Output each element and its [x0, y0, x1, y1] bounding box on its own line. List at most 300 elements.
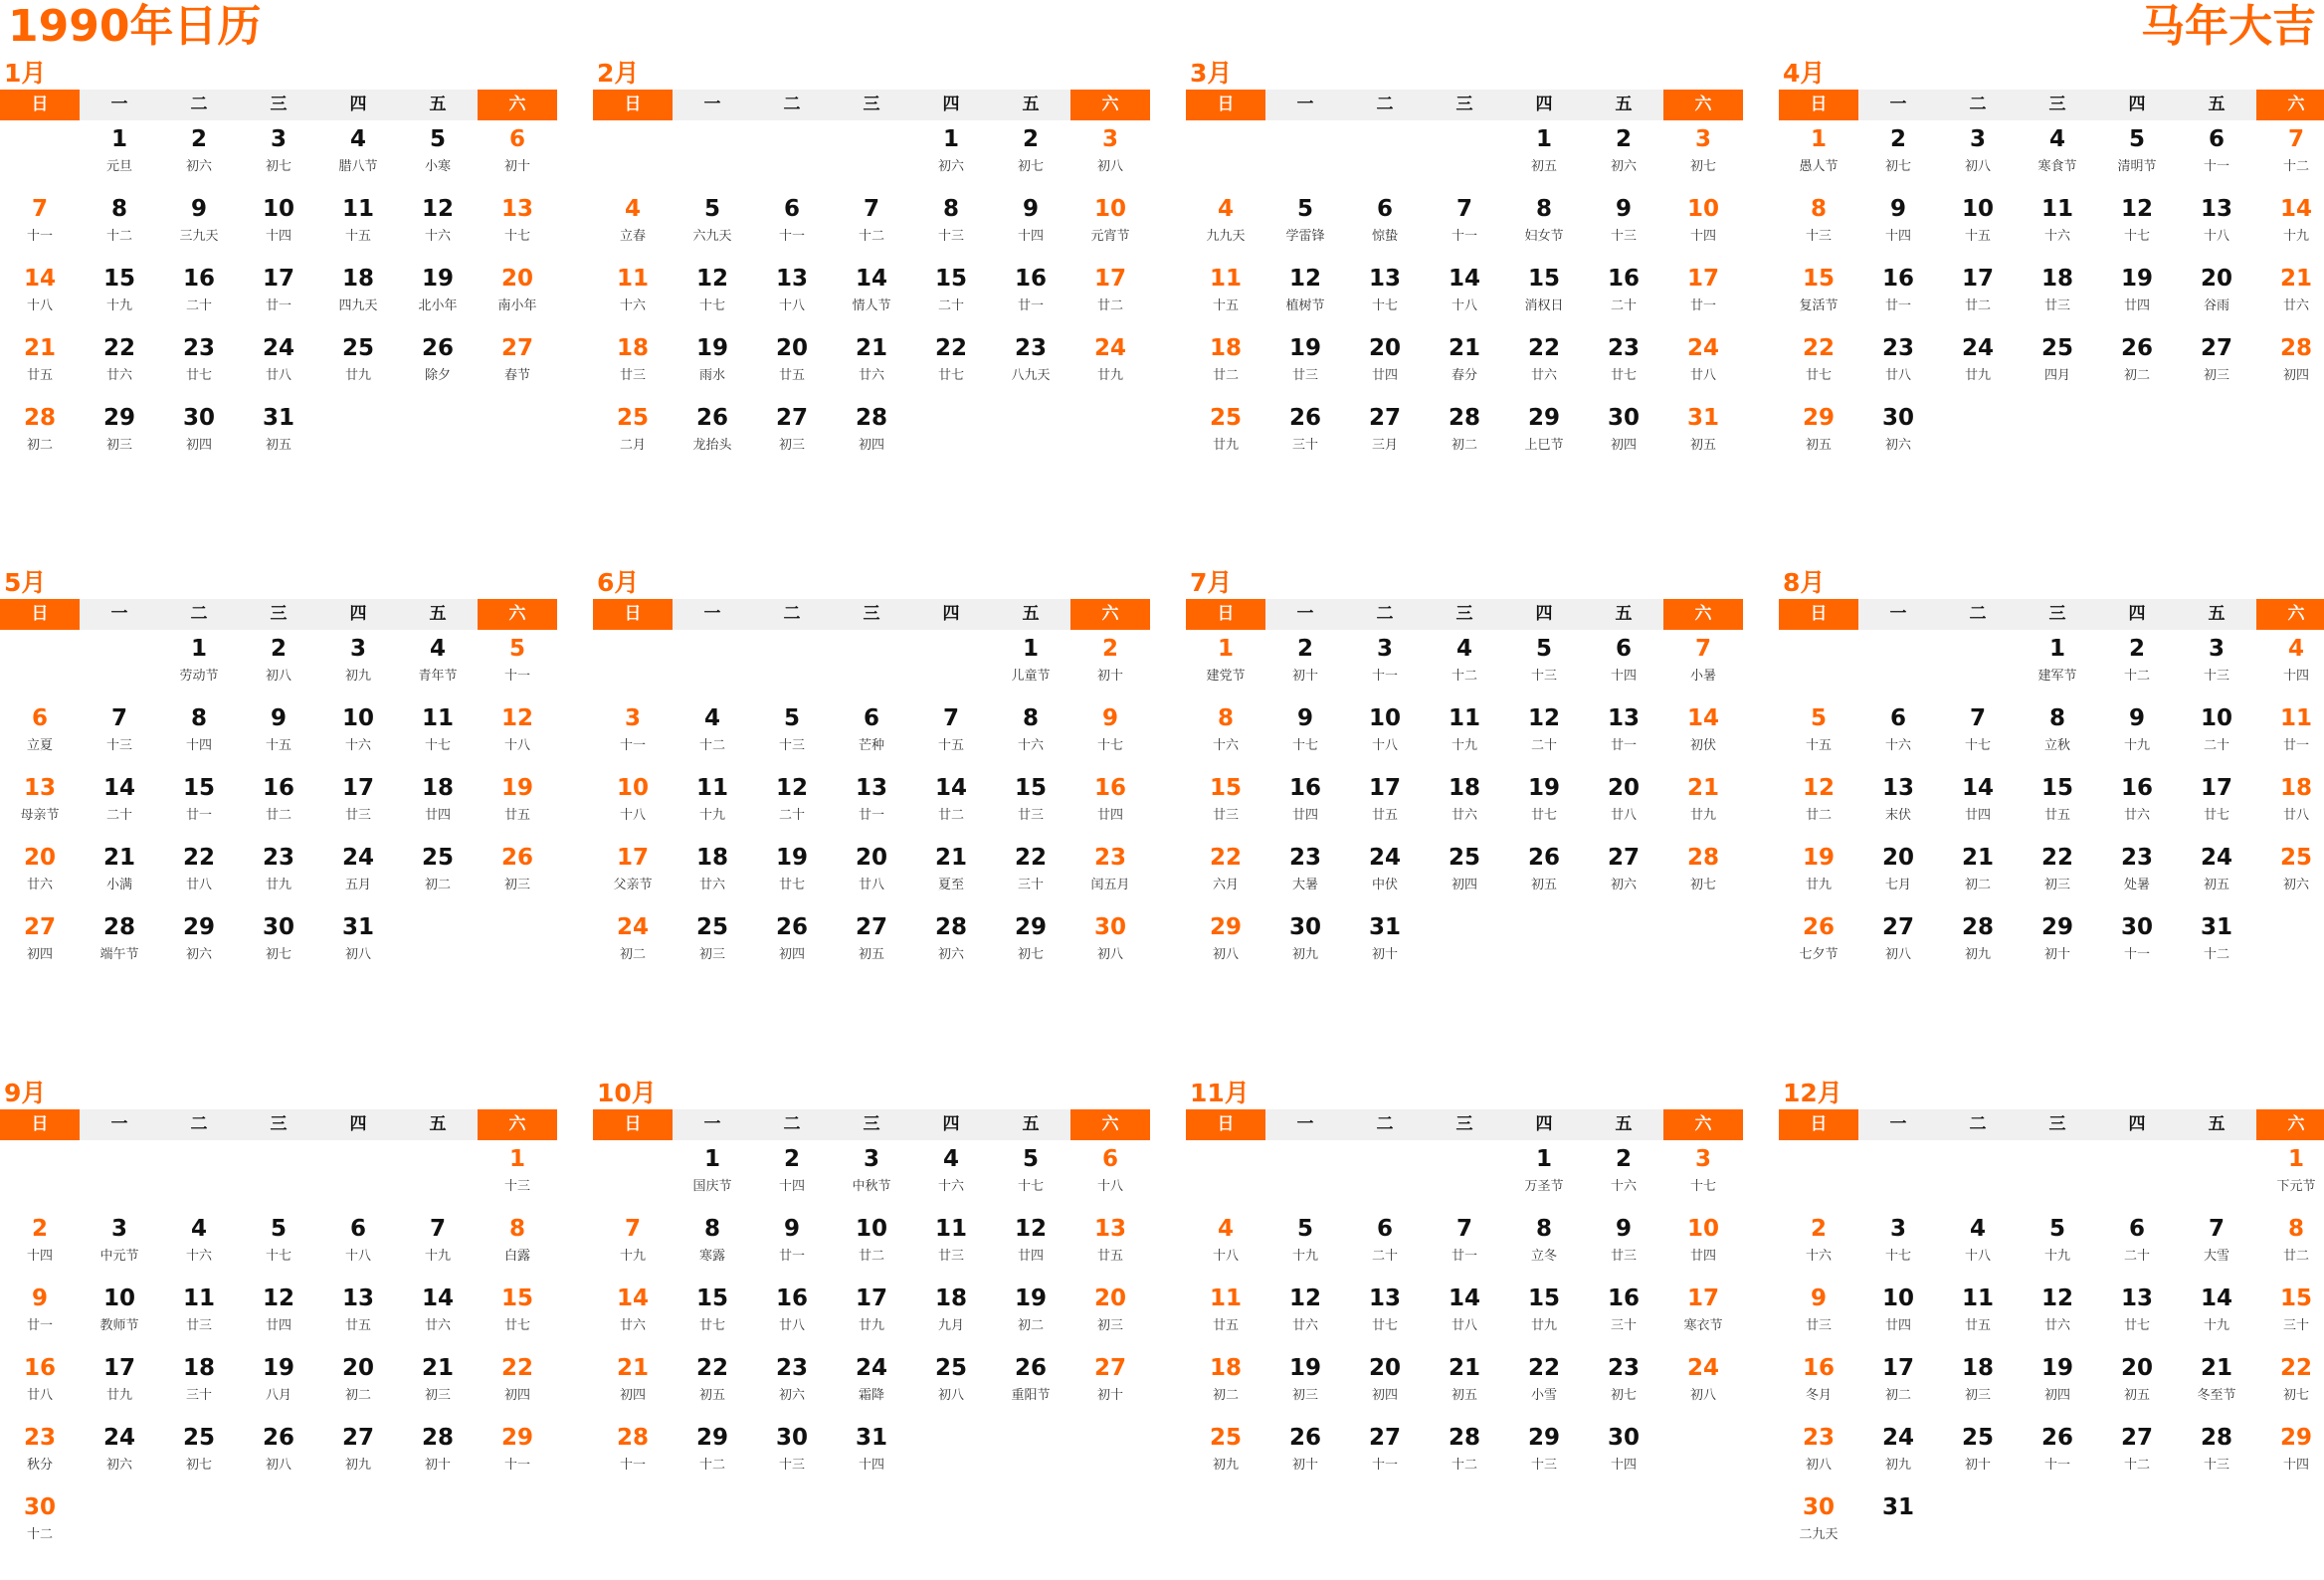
day-cell[interactable] — [0, 265, 80, 334]
day-cell[interactable] — [159, 844, 239, 913]
day-cell[interactable] — [991, 704, 1070, 774]
day-cell[interactable] — [2018, 635, 2097, 704]
day-cell[interactable] — [159, 774, 239, 844]
day-cell[interactable] — [1584, 1145, 1663, 1215]
day-cell[interactable] — [2177, 774, 2256, 844]
day-cell[interactable] — [1858, 1493, 1938, 1563]
day-cell[interactable] — [1070, 265, 1150, 334]
day-cell[interactable] — [1938, 1215, 2018, 1284]
day-cell[interactable] — [1265, 704, 1345, 774]
day-cell[interactable] — [673, 1424, 752, 1493]
day-cell[interactable] — [239, 125, 318, 195]
day-cell[interactable] — [2018, 125, 2097, 195]
day-cell[interactable] — [2018, 1354, 2097, 1424]
day-cell[interactable] — [2177, 1215, 2256, 1284]
day-cell[interactable] — [1663, 635, 1743, 704]
day-cell[interactable] — [1663, 704, 1743, 774]
day-cell[interactable] — [2097, 125, 2177, 195]
day-cell[interactable] — [2097, 913, 2177, 983]
day-cell[interactable] — [2018, 913, 2097, 983]
day-cell[interactable] — [1779, 195, 1858, 265]
day-cell[interactable] — [398, 334, 478, 404]
day-cell[interactable] — [673, 774, 752, 844]
day-cell[interactable] — [239, 1424, 318, 1493]
day-cell[interactable] — [0, 404, 80, 474]
day-cell[interactable] — [1425, 635, 1504, 704]
day-cell[interactable] — [80, 1284, 159, 1354]
day-cell[interactable] — [1345, 195, 1425, 265]
day-cell[interactable] — [1345, 704, 1425, 774]
day-cell[interactable] — [2177, 125, 2256, 195]
day-cell[interactable] — [2256, 265, 2324, 334]
day-cell[interactable] — [398, 844, 478, 913]
day-cell[interactable] — [239, 774, 318, 844]
day-cell[interactable] — [478, 635, 557, 704]
day-cell[interactable] — [991, 913, 1070, 983]
day-cell[interactable] — [1504, 1354, 1584, 1424]
day-cell[interactable] — [318, 125, 398, 195]
day-cell[interactable] — [911, 1284, 991, 1354]
day-cell[interactable] — [2256, 635, 2324, 704]
day-cell[interactable] — [832, 404, 911, 474]
day-cell[interactable] — [478, 704, 557, 774]
day-cell[interactable] — [1858, 334, 1938, 404]
day-cell[interactable] — [2256, 1145, 2324, 1215]
day-cell[interactable] — [1345, 1354, 1425, 1424]
day-cell[interactable] — [673, 195, 752, 265]
day-cell[interactable] — [80, 334, 159, 404]
day-cell[interactable] — [1186, 1284, 1265, 1354]
day-cell[interactable] — [398, 1354, 478, 1424]
day-cell[interactable] — [478, 844, 557, 913]
day-cell[interactable] — [1265, 1215, 1345, 1284]
day-cell[interactable] — [239, 913, 318, 983]
day-cell[interactable] — [478, 1424, 557, 1493]
day-cell[interactable] — [1858, 1354, 1938, 1424]
day-cell[interactable] — [398, 774, 478, 844]
day-cell[interactable] — [398, 1284, 478, 1354]
day-cell[interactable] — [1504, 635, 1584, 704]
day-cell[interactable] — [159, 404, 239, 474]
day-cell[interactable] — [2177, 195, 2256, 265]
day-cell[interactable] — [2256, 195, 2324, 265]
day-cell[interactable] — [832, 704, 911, 774]
day-cell[interactable] — [593, 404, 673, 474]
day-cell[interactable] — [2097, 1354, 2177, 1424]
day-cell[interactable] — [1425, 704, 1504, 774]
day-cell[interactable] — [1858, 844, 1938, 913]
day-cell[interactable] — [1938, 913, 2018, 983]
day-cell[interactable] — [1663, 125, 1743, 195]
day-cell[interactable] — [1663, 1284, 1743, 1354]
day-cell[interactable] — [1425, 1215, 1504, 1284]
day-cell[interactable] — [832, 844, 911, 913]
day-cell[interactable] — [1504, 704, 1584, 774]
day-cell[interactable] — [752, 1284, 832, 1354]
day-cell[interactable] — [1186, 774, 1265, 844]
day-cell[interactable] — [991, 774, 1070, 844]
day-cell[interactable] — [752, 774, 832, 844]
day-cell[interactable] — [1265, 195, 1345, 265]
day-cell[interactable] — [0, 704, 80, 774]
day-cell[interactable] — [1265, 774, 1345, 844]
day-cell[interactable] — [1345, 1215, 1425, 1284]
day-cell[interactable] — [1070, 704, 1150, 774]
day-cell[interactable] — [673, 404, 752, 474]
day-cell[interactable] — [1663, 404, 1743, 474]
day-cell[interactable] — [159, 265, 239, 334]
day-cell[interactable] — [1663, 334, 1743, 404]
day-cell[interactable] — [752, 1354, 832, 1424]
day-cell[interactable] — [159, 1284, 239, 1354]
day-cell[interactable] — [1345, 265, 1425, 334]
day-cell[interactable] — [752, 913, 832, 983]
day-cell[interactable] — [2177, 1284, 2256, 1354]
day-cell[interactable] — [2177, 635, 2256, 704]
day-cell[interactable] — [752, 1424, 832, 1493]
day-cell[interactable] — [1663, 195, 1743, 265]
day-cell[interactable] — [991, 1284, 1070, 1354]
day-cell[interactable] — [673, 1284, 752, 1354]
day-cell[interactable] — [1504, 125, 1584, 195]
day-cell[interactable] — [318, 844, 398, 913]
day-cell[interactable] — [832, 195, 911, 265]
day-cell[interactable] — [1265, 635, 1345, 704]
day-cell[interactable] — [593, 774, 673, 844]
day-cell[interactable] — [1779, 334, 1858, 404]
day-cell[interactable] — [991, 635, 1070, 704]
day-cell[interactable] — [1345, 844, 1425, 913]
day-cell[interactable] — [398, 125, 478, 195]
day-cell[interactable] — [673, 704, 752, 774]
day-cell[interactable] — [1504, 774, 1584, 844]
day-cell[interactable] — [1779, 1215, 1858, 1284]
day-cell[interactable] — [593, 265, 673, 334]
day-cell[interactable] — [1425, 1424, 1504, 1493]
day-cell[interactable] — [1425, 404, 1504, 474]
day-cell[interactable] — [0, 195, 80, 265]
day-cell[interactable] — [1663, 774, 1743, 844]
day-cell[interactable] — [2256, 125, 2324, 195]
day-cell[interactable] — [1779, 404, 1858, 474]
day-cell[interactable] — [1858, 404, 1938, 474]
day-cell[interactable] — [159, 1424, 239, 1493]
day-cell[interactable] — [1779, 1493, 1858, 1563]
day-cell[interactable] — [398, 1215, 478, 1284]
day-cell[interactable] — [752, 404, 832, 474]
day-cell[interactable] — [593, 1354, 673, 1424]
day-cell[interactable] — [239, 334, 318, 404]
day-cell[interactable] — [239, 195, 318, 265]
day-cell[interactable] — [1186, 635, 1265, 704]
day-cell[interactable] — [159, 195, 239, 265]
day-cell[interactable] — [80, 125, 159, 195]
day-cell[interactable] — [752, 334, 832, 404]
day-cell[interactable] — [1265, 334, 1345, 404]
day-cell[interactable] — [478, 1354, 557, 1424]
day-cell[interactable] — [478, 265, 557, 334]
day-cell[interactable] — [2256, 774, 2324, 844]
day-cell[interactable] — [911, 1354, 991, 1424]
day-cell[interactable] — [673, 913, 752, 983]
day-cell[interactable] — [1584, 195, 1663, 265]
day-cell[interactable] — [2256, 1424, 2324, 1493]
day-cell[interactable] — [80, 404, 159, 474]
day-cell[interactable] — [159, 1215, 239, 1284]
day-cell[interactable] — [1070, 1145, 1150, 1215]
day-cell[interactable] — [80, 1354, 159, 1424]
day-cell[interactable] — [0, 913, 80, 983]
day-cell[interactable] — [1779, 704, 1858, 774]
day-cell[interactable] — [239, 404, 318, 474]
day-cell[interactable] — [2177, 1354, 2256, 1424]
day-cell[interactable] — [1779, 125, 1858, 195]
day-cell[interactable] — [1345, 1424, 1425, 1493]
day-cell[interactable] — [2097, 195, 2177, 265]
day-cell[interactable] — [1858, 774, 1938, 844]
day-cell[interactable] — [911, 774, 991, 844]
day-cell[interactable] — [832, 1284, 911, 1354]
day-cell[interactable] — [752, 704, 832, 774]
day-cell[interactable] — [911, 844, 991, 913]
day-cell[interactable] — [991, 1215, 1070, 1284]
day-cell[interactable] — [2256, 1215, 2324, 1284]
day-cell[interactable] — [1504, 334, 1584, 404]
day-cell[interactable] — [318, 1424, 398, 1493]
day-cell[interactable] — [0, 334, 80, 404]
day-cell[interactable] — [2256, 1354, 2324, 1424]
day-cell[interactable] — [478, 125, 557, 195]
day-cell[interactable] — [318, 1284, 398, 1354]
day-cell[interactable] — [1504, 265, 1584, 334]
day-cell[interactable] — [239, 844, 318, 913]
day-cell[interactable] — [1858, 913, 1938, 983]
day-cell[interactable] — [1938, 1284, 2018, 1354]
day-cell[interactable] — [2018, 265, 2097, 334]
day-cell[interactable] — [80, 774, 159, 844]
day-cell[interactable] — [593, 1215, 673, 1284]
day-cell[interactable] — [832, 1424, 911, 1493]
day-cell[interactable] — [80, 265, 159, 334]
day-cell[interactable] — [1663, 1354, 1743, 1424]
day-cell[interactable] — [1345, 404, 1425, 474]
day-cell[interactable] — [673, 334, 752, 404]
day-cell[interactable] — [1779, 1284, 1858, 1354]
day-cell[interactable] — [1779, 1424, 1858, 1493]
day-cell[interactable] — [673, 844, 752, 913]
day-cell[interactable] — [2256, 1284, 2324, 1354]
day-cell[interactable] — [1070, 1215, 1150, 1284]
day-cell[interactable] — [2177, 1424, 2256, 1493]
day-cell[interactable] — [2097, 704, 2177, 774]
day-cell[interactable] — [318, 635, 398, 704]
day-cell[interactable] — [673, 1145, 752, 1215]
day-cell[interactable] — [2177, 844, 2256, 913]
day-cell[interactable] — [1425, 195, 1504, 265]
day-cell[interactable] — [1070, 635, 1150, 704]
day-cell[interactable] — [0, 1354, 80, 1424]
day-cell[interactable] — [80, 844, 159, 913]
day-cell[interactable] — [1779, 774, 1858, 844]
day-cell[interactable] — [80, 704, 159, 774]
day-cell[interactable] — [911, 334, 991, 404]
day-cell[interactable] — [1425, 1284, 1504, 1354]
day-cell[interactable] — [1779, 913, 1858, 983]
day-cell[interactable] — [1663, 1145, 1743, 1215]
day-cell[interactable] — [911, 704, 991, 774]
day-cell[interactable] — [1584, 125, 1663, 195]
day-cell[interactable] — [1345, 1284, 1425, 1354]
day-cell[interactable] — [398, 265, 478, 334]
day-cell[interactable] — [1938, 1424, 2018, 1493]
day-cell[interactable] — [318, 774, 398, 844]
day-cell[interactable] — [318, 913, 398, 983]
day-cell[interactable] — [159, 635, 239, 704]
day-cell[interactable] — [1186, 1215, 1265, 1284]
day-cell[interactable] — [2018, 1215, 2097, 1284]
day-cell[interactable] — [478, 774, 557, 844]
day-cell[interactable] — [752, 195, 832, 265]
day-cell[interactable] — [80, 913, 159, 983]
day-cell[interactable] — [239, 704, 318, 774]
day-cell[interactable] — [2018, 1424, 2097, 1493]
day-cell[interactable] — [2177, 334, 2256, 404]
day-cell[interactable] — [1584, 334, 1663, 404]
day-cell[interactable] — [159, 334, 239, 404]
day-cell[interactable] — [1584, 1284, 1663, 1354]
day-cell[interactable] — [832, 1145, 911, 1215]
day-cell[interactable] — [478, 1284, 557, 1354]
day-cell[interactable] — [478, 334, 557, 404]
day-cell[interactable] — [398, 704, 478, 774]
day-cell[interactable] — [1584, 774, 1663, 844]
day-cell[interactable] — [1186, 1354, 1265, 1424]
day-cell[interactable] — [1070, 774, 1150, 844]
day-cell[interactable] — [752, 1145, 832, 1215]
day-cell[interactable] — [239, 635, 318, 704]
day-cell[interactable] — [1504, 1215, 1584, 1284]
day-cell[interactable] — [1265, 265, 1345, 334]
day-cell[interactable] — [0, 1424, 80, 1493]
day-cell[interactable] — [398, 1424, 478, 1493]
day-cell[interactable] — [1070, 334, 1150, 404]
day-cell[interactable] — [832, 1354, 911, 1424]
day-cell[interactable] — [398, 195, 478, 265]
day-cell[interactable] — [593, 704, 673, 774]
day-cell[interactable] — [593, 844, 673, 913]
day-cell[interactable] — [1345, 774, 1425, 844]
day-cell[interactable] — [318, 195, 398, 265]
day-cell[interactable] — [159, 913, 239, 983]
day-cell[interactable] — [1345, 635, 1425, 704]
day-cell[interactable] — [991, 125, 1070, 195]
day-cell[interactable] — [239, 1354, 318, 1424]
day-cell[interactable] — [991, 1145, 1070, 1215]
day-cell[interactable] — [593, 1424, 673, 1493]
day-cell[interactable] — [1425, 265, 1504, 334]
day-cell[interactable] — [1186, 844, 1265, 913]
day-cell[interactable] — [2018, 704, 2097, 774]
day-cell[interactable] — [1938, 195, 2018, 265]
day-cell[interactable] — [2018, 774, 2097, 844]
day-cell[interactable] — [2018, 334, 2097, 404]
day-cell[interactable] — [752, 265, 832, 334]
day-cell[interactable] — [1265, 1284, 1345, 1354]
day-cell[interactable] — [991, 844, 1070, 913]
day-cell[interactable] — [832, 265, 911, 334]
day-cell[interactable] — [1938, 844, 2018, 913]
day-cell[interactable] — [1186, 195, 1265, 265]
day-cell[interactable] — [1070, 125, 1150, 195]
day-cell[interactable] — [2018, 844, 2097, 913]
day-cell[interactable] — [1584, 1215, 1663, 1284]
day-cell[interactable] — [911, 1215, 991, 1284]
day-cell[interactable] — [991, 195, 1070, 265]
day-cell[interactable] — [0, 844, 80, 913]
day-cell[interactable] — [2256, 844, 2324, 913]
day-cell[interactable] — [239, 1284, 318, 1354]
day-cell[interactable] — [752, 1215, 832, 1284]
day-cell[interactable] — [80, 1215, 159, 1284]
day-cell[interactable] — [1504, 1424, 1584, 1493]
day-cell[interactable] — [318, 334, 398, 404]
day-cell[interactable] — [1858, 195, 1938, 265]
day-cell[interactable] — [673, 1215, 752, 1284]
day-cell[interactable] — [1186, 265, 1265, 334]
day-cell[interactable] — [2097, 635, 2177, 704]
day-cell[interactable] — [1584, 635, 1663, 704]
day-cell[interactable] — [1345, 334, 1425, 404]
day-cell[interactable] — [0, 1284, 80, 1354]
day-cell[interactable] — [1504, 1145, 1584, 1215]
day-cell[interactable] — [1938, 125, 2018, 195]
day-cell[interactable] — [991, 334, 1070, 404]
day-cell[interactable] — [1584, 404, 1663, 474]
day-cell[interactable] — [159, 1354, 239, 1424]
day-cell[interactable] — [398, 635, 478, 704]
day-cell[interactable] — [911, 265, 991, 334]
day-cell[interactable] — [1504, 1284, 1584, 1354]
day-cell[interactable] — [1265, 844, 1345, 913]
day-cell[interactable] — [1265, 1424, 1345, 1493]
day-cell[interactable] — [2097, 1284, 2177, 1354]
day-cell[interactable] — [478, 195, 557, 265]
day-cell[interactable] — [593, 1284, 673, 1354]
day-cell[interactable] — [1265, 1354, 1345, 1424]
day-cell[interactable] — [318, 704, 398, 774]
day-cell[interactable] — [1425, 774, 1504, 844]
day-cell[interactable] — [0, 774, 80, 844]
day-cell[interactable] — [2018, 195, 2097, 265]
day-cell[interactable] — [1663, 844, 1743, 913]
day-cell[interactable] — [832, 774, 911, 844]
day-cell[interactable] — [673, 1354, 752, 1424]
day-cell[interactable] — [478, 1145, 557, 1215]
day-cell[interactable] — [1186, 334, 1265, 404]
day-cell[interactable] — [1858, 125, 1938, 195]
day-cell[interactable] — [1584, 265, 1663, 334]
day-cell[interactable] — [832, 1215, 911, 1284]
day-cell[interactable] — [1070, 1354, 1150, 1424]
day-cell[interactable] — [239, 1215, 318, 1284]
day-cell[interactable] — [991, 265, 1070, 334]
day-cell[interactable] — [593, 334, 673, 404]
day-cell[interactable] — [2018, 1284, 2097, 1354]
day-cell[interactable] — [1070, 195, 1150, 265]
day-cell[interactable] — [1779, 265, 1858, 334]
day-cell[interactable] — [1345, 913, 1425, 983]
day-cell[interactable] — [1858, 1424, 1938, 1493]
